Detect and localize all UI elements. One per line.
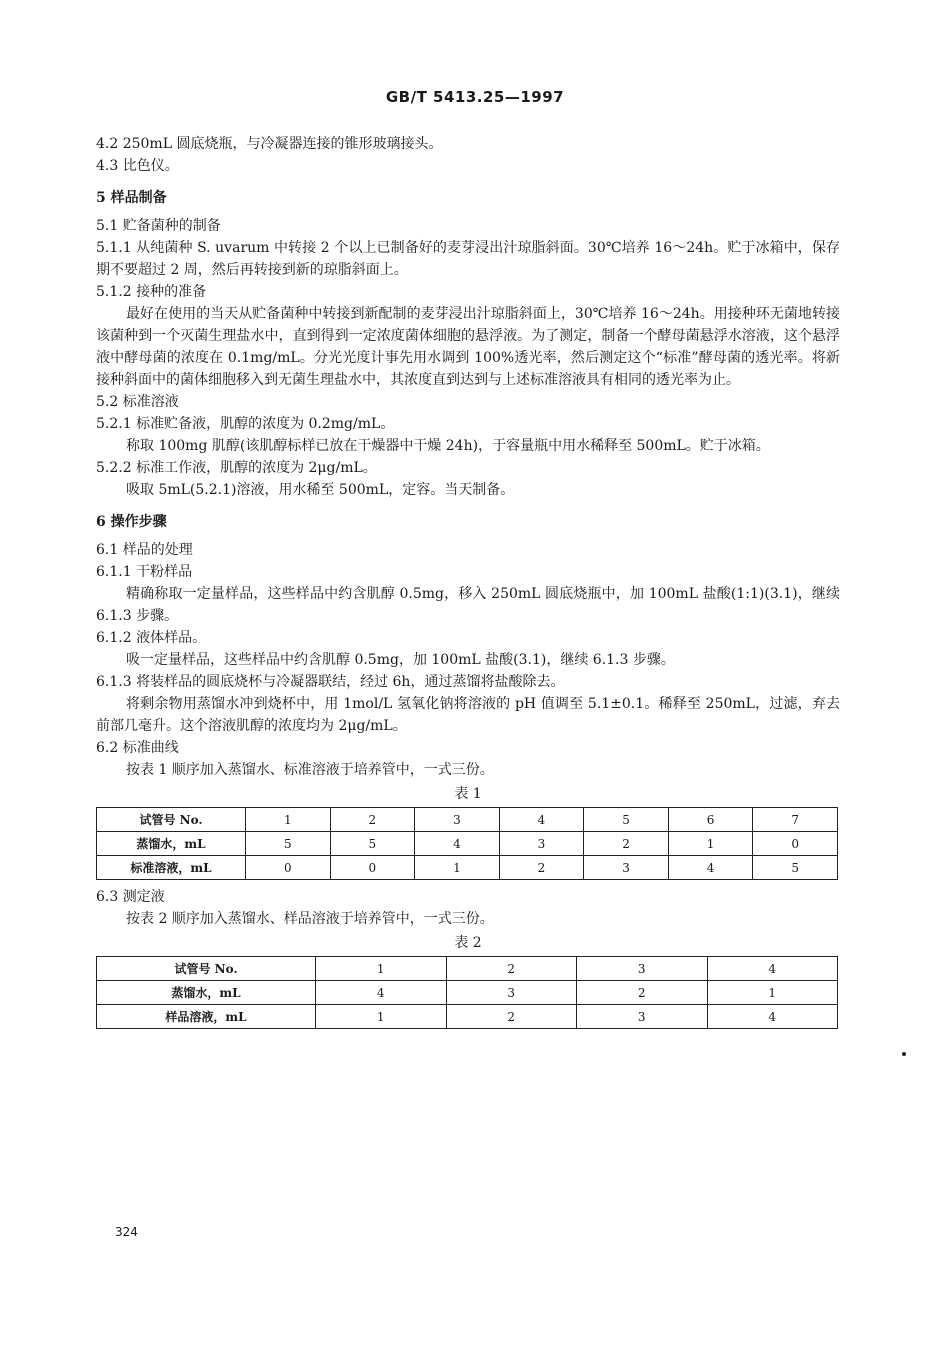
- row-label: 试管号 No.: [97, 957, 316, 981]
- table-cell: 5: [246, 832, 331, 856]
- table-row: [97, 808, 838, 832]
- section-5-1-2-paragraph: 最好在使用的当天从贮备菌种中转接到新配制的麦芽浸出汁琼脂斜面上，30℃培养 16～24h。用接种环无菌地转接该菌种到一个灭菌生理盐水中，直到得到一定浓度菌体细胞的悬浮液。为了测定，制备一个酵母菌悬浮水溶液，这个悬浮液中酵母菌的浓度在 0.1mg/mL。分光光度计事先用水调到 100%透光率，然后测定这个“标准”酵母菌的透光率。将新接种斜面中的菌体细胞移入到无菌生理盐水中，其浓度直到达到与上述标准溶液具有相同的透光率为止。: [96, 306, 840, 388]
- table-cell: 0: [753, 832, 838, 856]
- row-label: 试管号 No.: [97, 808, 246, 832]
- table-cell: 2: [584, 832, 669, 856]
- table-1-caption: 表 1: [454, 786, 482, 802]
- section-6-1-heading: 6.1 样品的处理: [96, 542, 193, 558]
- table-cell: 3: [584, 856, 669, 880]
- table-cell: 0: [330, 856, 415, 880]
- table-2-caption: 表 2: [454, 935, 482, 951]
- table-row: [97, 1005, 838, 1029]
- row-label: 样品溶液，mL: [97, 1005, 316, 1029]
- table-cell: 5: [753, 856, 838, 880]
- table-cell: 4: [668, 856, 753, 880]
- item-4-2: 4.2 250mL 圆底烧瓶，与冷凝器连接的锥形玻璃接头。: [96, 136, 443, 152]
- table-cell: 2: [446, 957, 577, 981]
- page-header: GB/T 5413.25—1997: [385, 88, 565, 106]
- table-row: [97, 856, 838, 880]
- table-cell: 1: [415, 856, 500, 880]
- table-1: [96, 807, 838, 880]
- table-cell: 3: [577, 1005, 708, 1029]
- section-6-1-2-heading: 6.1.2 液体样品。: [96, 630, 207, 646]
- table-cell: 6: [668, 808, 753, 832]
- table-cell: 4: [499, 808, 584, 832]
- table-cell: 5: [330, 832, 415, 856]
- item-4-3: 4.3 比色仪。: [96, 158, 179, 174]
- section-5-2-2-paragraph: 吸取 5mL(5.2.1)溶液，用水稀至 500mL，定容。当天制备。: [126, 482, 515, 498]
- table-cell: 3: [415, 808, 500, 832]
- page-number: 324: [115, 1225, 138, 1239]
- section-5-1-1-text: 5.1.1 从纯菌种 S. uvarum 中转接 2 个以上已制备好的麦芽浸出汁琼脂斜面。30℃培养 16～24h。贮于冰箱中，保存期不要超过 2 周，然后再转接到新的琼脂斜面上。: [96, 240, 840, 278]
- row-label: 标准溶液，mL: [97, 856, 246, 880]
- section-6-2-heading: 6.2 标准曲线: [96, 740, 179, 756]
- section-6-1-1-paragraph: 精确称取一定量样品，这些样品中约含肌醇 0.5mg，移入 250mL 圆底烧瓶中，加 100mL 盐酸(1:1)(3.1)，继续 6.1.3 步骤。: [96, 586, 840, 624]
- table-cell: 4: [707, 957, 838, 981]
- table-row: [97, 981, 838, 1005]
- table-cell: 2: [499, 856, 584, 880]
- section-6-3-heading: 6.3 测定液: [96, 889, 165, 905]
- section-6-heading: 6 操作步骤: [96, 514, 167, 530]
- table-cell: 4: [415, 832, 500, 856]
- section-5-1-heading: 5.1 贮备菌种的制备: [96, 218, 221, 234]
- document-body: [96, 133, 840, 1029]
- table-cell: 1: [316, 957, 447, 981]
- table-cell: 1: [668, 832, 753, 856]
- section-6-3-paragraph: 按表 2 顺序加入蒸馏水、样品溶液于培养管中，一式三份。: [126, 911, 494, 927]
- table-cell: 7: [753, 808, 838, 832]
- table-cell: 3: [499, 832, 584, 856]
- section-5-heading: 5 样品制备: [96, 190, 167, 206]
- table-2: [96, 956, 838, 1029]
- table-cell: 4: [707, 1005, 838, 1029]
- section-5-2-heading: 5.2 标准溶液: [96, 394, 179, 410]
- table-cell: 4: [316, 981, 447, 1005]
- table-cell: 2: [446, 1005, 577, 1029]
- table-row: [97, 832, 838, 856]
- section-5-1-2-heading: 5.1.2 接种的准备: [96, 284, 207, 300]
- section-6-1-3-paragraph: 将剩余物用蒸馏水冲到烧杯中，用 1mol/L 氢氧化钠将溶液的 pH 值调至 5.1±0.1。稀释至 250mL，过滤，弃去前部几毫升。这个溶液肌醇的浓度均为 2μg/mL。: [96, 696, 840, 734]
- section-6-1-1-heading: 6.1.1 干粉样品: [96, 564, 193, 580]
- section-6-2-paragraph: 按表 1 顺序加入蒸馏水、标准溶液于培养管中，一式三份。: [126, 762, 494, 778]
- table-cell: 2: [330, 808, 415, 832]
- section-6-1-3-heading: 6.1.3 将装样品的圆底烧杯与冷凝器联结，经过 6h，通过蒸馏将盐酸除去。: [96, 674, 565, 690]
- table-cell: 1: [246, 808, 331, 832]
- table-row: [97, 957, 838, 981]
- section-5-2-1-paragraph: 称取 100mg 肌醇(该肌醇标样已放在干燥器中干燥 24h)，于容量瓶中用水稀释至 500mL。贮于冰箱。: [126, 438, 770, 454]
- table-cell: 0: [246, 856, 331, 880]
- table-cell: 2: [577, 981, 708, 1005]
- table-cell: 1: [707, 981, 838, 1005]
- section-5-2-1-heading: 5.2.1 标准贮备液，肌醇的浓度为 0.2mg/mL。: [96, 416, 395, 432]
- row-label: 蒸馏水，mL: [97, 832, 246, 856]
- table-cell: 3: [577, 957, 708, 981]
- row-label: 蒸馏水，mL: [97, 981, 316, 1005]
- table-cell: 5: [584, 808, 669, 832]
- table-cell: 1: [316, 1005, 447, 1029]
- section-6-1-2-paragraph: 吸一定量样品，这些样品中约含肌醇 0.5mg，加 100mL 盐酸(3.1)，继续 6.1.3 步骤。: [126, 652, 675, 668]
- table-cell: 3: [446, 981, 577, 1005]
- scan-speck: [902, 1052, 906, 1056]
- section-5-2-2-heading: 5.2.2 标准工作液，肌醇的浓度为 2μg/mL。: [96, 460, 377, 476]
